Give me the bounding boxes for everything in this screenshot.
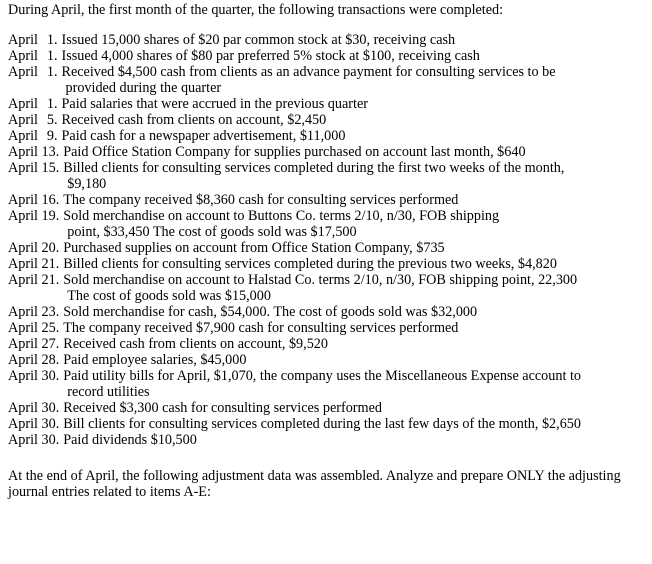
transaction-day: 5. (46, 112, 58, 128)
transaction-month: April (8, 400, 38, 416)
transaction-description (58, 112, 652, 128)
transaction-day: 1. (46, 32, 58, 48)
transaction-month: April (8, 320, 38, 336)
transaction-text: The company received $7,900 cash for consulting services performed (63, 320, 459, 336)
transaction-description (59, 144, 652, 160)
transaction-text-continued: provided during the quarter (65, 80, 222, 96)
transaction-month: April (8, 432, 38, 448)
transaction-date (8, 256, 59, 272)
transaction-row (8, 64, 652, 96)
transaction-day: 27. (41, 336, 60, 352)
transaction-day: 1. (46, 48, 58, 64)
transaction-text: Issued 4,000 shares of $80 par preferred 5% stock at $100, receiving cash (61, 48, 480, 64)
transaction-date (8, 336, 59, 352)
transaction-text: Received cash from clients on account, $9,520 (63, 336, 328, 352)
transaction-month: April (8, 112, 38, 128)
transaction-description (59, 208, 652, 240)
transaction-day: 30. (41, 400, 60, 416)
transaction-month: April (8, 32, 38, 48)
transaction-date (8, 192, 59, 208)
transaction-date (8, 160, 59, 176)
transaction-month: April (8, 64, 38, 80)
transaction-day: 13. (41, 144, 60, 160)
transaction-date (8, 400, 59, 416)
transaction-text: Paid Office Station Company for supplies purchased on account last month, $640 (63, 144, 526, 160)
transaction-month: April (8, 272, 38, 288)
transaction-text-continued: The cost of goods sold was $15,000 (67, 288, 271, 304)
transaction-row (8, 240, 652, 256)
transaction-date (8, 112, 58, 128)
transaction-day: 16. (41, 192, 60, 208)
transaction-row (8, 368, 652, 400)
transaction-row (8, 32, 652, 48)
transaction-date (8, 48, 58, 64)
transaction-description (59, 432, 652, 448)
transaction-text-continued: $9,180 (67, 176, 107, 192)
transaction-day: 20. (41, 240, 60, 256)
transaction-date (8, 416, 59, 432)
transaction-text: Paid utility bills for April, $1,070, the company uses the Miscellaneous Expense account to (63, 368, 581, 384)
transaction-row (8, 272, 652, 304)
transaction-day: 30. (41, 432, 60, 448)
transaction-description (58, 32, 652, 48)
transaction-day: 30. (41, 416, 60, 432)
transaction-date (8, 320, 59, 336)
transaction-day: 19. (41, 208, 60, 224)
transaction-row (8, 336, 652, 352)
transaction-text: Issued 15,000 shares of $20 par common stock at $30, receiving cash (61, 32, 456, 48)
transaction-row (8, 192, 652, 208)
transaction-row (8, 256, 652, 272)
transaction-row (8, 416, 652, 432)
transaction-date (8, 272, 59, 288)
transaction-day: 25. (41, 320, 60, 336)
transaction-month: April (8, 192, 38, 208)
transaction-day: 9. (46, 128, 58, 144)
transaction-description (58, 48, 652, 64)
transaction-description (59, 336, 652, 352)
transaction-day: 1. (46, 96, 58, 112)
transaction-description (58, 96, 652, 112)
transaction-text: Billed clients for consulting services completed during the previous two weeks, $4,820 (63, 256, 557, 272)
transaction-text-continued: point, $33,450 The cost of goods sold was $17,500 (67, 224, 357, 240)
transaction-row (8, 160, 652, 192)
transaction-month: April (8, 352, 38, 368)
transaction-date (8, 432, 59, 448)
transaction-row (8, 432, 652, 448)
transaction-month: April (8, 416, 38, 432)
transaction-month: April (8, 336, 38, 352)
transaction-date (8, 64, 58, 80)
transaction-row (8, 352, 652, 368)
transaction-month: April (8, 304, 38, 320)
transaction-row (8, 208, 652, 240)
transaction-date (8, 352, 59, 368)
transaction-month: April (8, 240, 38, 256)
transaction-row (8, 128, 652, 144)
transaction-day: 23. (41, 304, 60, 320)
transaction-text: Received $3,300 cash for consulting services performed (63, 400, 382, 416)
transaction-description (59, 304, 652, 320)
transaction-month: April (8, 96, 38, 112)
transaction-description (58, 128, 652, 144)
transaction-text: The company received $8,360 cash for consulting services performed (63, 192, 459, 208)
transaction-description (59, 240, 652, 256)
transaction-description (59, 192, 652, 208)
transaction-day: 15. (41, 160, 60, 176)
transaction-text: Paid cash for a newspaper advertisement, $11,000 (61, 128, 346, 144)
transaction-text: Received cash from clients on account, $2,450 (61, 112, 327, 128)
transaction-row (8, 320, 652, 336)
transaction-description (59, 320, 652, 336)
transaction-day: 30. (41, 368, 60, 384)
transaction-description (59, 272, 652, 304)
transaction-text: Purchased supplies on account from Office Station Company, $735 (63, 240, 445, 256)
transaction-text: Sold merchandise on account to Halstad Co. terms 2/10, n/30, FOB shipping point, 22,300 (63, 272, 578, 288)
transaction-text-continued: record utilities (67, 384, 150, 400)
transaction-row (8, 48, 652, 64)
transaction-month: April (8, 256, 38, 272)
transaction-row (8, 144, 652, 160)
transaction-text: Received $4,500 cash from clients as an advance payment for consulting services to be (61, 64, 556, 80)
transaction-row (8, 400, 652, 416)
transaction-row (8, 96, 652, 112)
transaction-month: April (8, 128, 38, 144)
intro-paragraph: During April, the first month of the quarter, the following transactions were completed: (8, 2, 504, 18)
transaction-description (59, 416, 652, 432)
transaction-date (8, 304, 59, 320)
transaction-text: Paid dividends $10,500 (63, 432, 197, 448)
transaction-month: April (8, 208, 38, 224)
transaction-day: 1. (46, 64, 58, 80)
transaction-date (8, 368, 59, 384)
transaction-text: Paid employee salaries, $45,000 (63, 352, 247, 368)
transaction-date (8, 208, 59, 224)
transaction-day: 21. (41, 272, 60, 288)
transaction-text: Sold merchandise for cash, $54,000. The cost of goods sold was $32,000 (63, 304, 478, 320)
transaction-list (8, 32, 652, 448)
transaction-date (8, 240, 59, 256)
transaction-text: Sold merchandise on account to Buttons Co. terms 2/10, n/30, FOB shipping (63, 208, 500, 224)
transaction-description (59, 400, 652, 416)
transaction-day: 28. (41, 352, 60, 368)
transaction-row (8, 112, 652, 128)
transaction-month: April (8, 144, 38, 160)
transaction-description (58, 64, 652, 96)
transaction-text: Paid salaries that were accrued in the previous quarter (61, 96, 368, 112)
transaction-text: Bill clients for consulting services completed during the last few days of the month, $2,650 (63, 416, 581, 432)
transaction-month: April (8, 48, 38, 64)
transaction-date (8, 144, 59, 160)
transaction-date (8, 32, 58, 48)
closing-paragraph: At the end of April, the following adjustment data was assembled. Analyze and prepare ONLY the adjusting journal entries related to items A-E: (8, 468, 621, 500)
transaction-row (8, 304, 652, 320)
transaction-month: April (8, 368, 38, 384)
transaction-description (59, 352, 652, 368)
transaction-text: Billed clients for consulting services completed during the first two weeks of the month, (63, 160, 565, 176)
transaction-day: 21. (41, 256, 60, 272)
transaction-month: April (8, 160, 38, 176)
transaction-description (59, 368, 652, 400)
transaction-date (8, 128, 58, 144)
transaction-description (59, 256, 652, 272)
transaction-date (8, 96, 58, 112)
transaction-description (59, 160, 652, 192)
